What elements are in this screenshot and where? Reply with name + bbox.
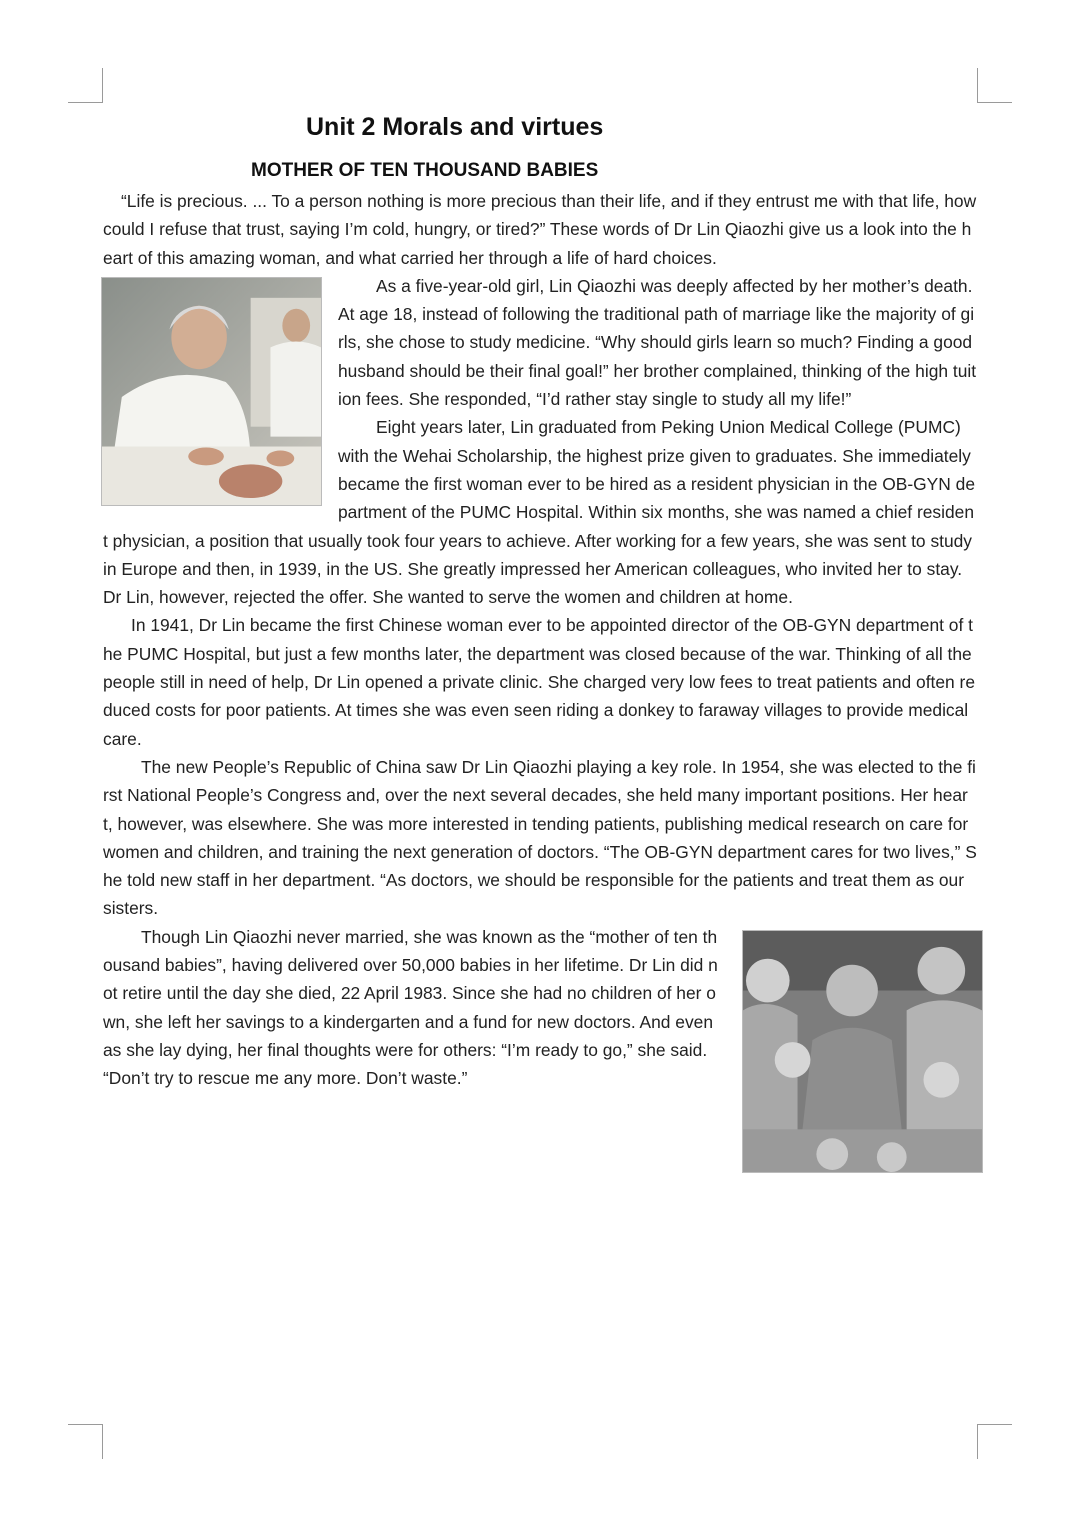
- paragraph-clinic: In 1941, Dr Lin became the first Chinese woman ever to be appointed director of the OB-GYN department of the PUMC Hospital, but just a few months later, the department was closed because of the war. Thinking of all the people still in need of help, Dr Lin opened a private clinic. She charged very low fees to treat patients and often reduced costs for poor patients. At times she was even seen riding a donkey to faraway villages to provide medical care.: [103, 615, 975, 749]
- photo-doctor-with-children: [742, 930, 983, 1173]
- paragraph-legacy: Though Lin Qiaozhi never married, she was known as the “mother of ten thousand babies”, having delivered over 50,000 babies in her lifetime. Dr Lin did not retire until the day she died, 22 April 1983. Since she had no children of her own, she left her savings to a kindergarten and a fund for new doctors. And even as she lay dying, her final thoughts were for others: “I’m ready to go,” she said. “Don’t try to rescue me any more. Don’t waste.”: [103, 926, 718, 1089]
- photo-doctor-with-newborns: [101, 277, 322, 506]
- crop-mark-bottom-right: [977, 1424, 1012, 1459]
- paragraph-childhood: As a five-year-old girl, Lin Qiaozhi was deeply affected by her mother’s death. At age 18, instead of following the traditional path of marriage like the majority of girls, she chose to study medicine. “Why should girls learn so much? Finding a good husband should be their final goal!” her brother complained, thinking of the high tuition fees. She responded, “I’d rather stay single to study all my life!”: [338, 275, 977, 410]
- unit-title: Unit 2 Morals and virtues: [306, 113, 604, 141]
- article-body: [103, 187, 977, 1173]
- photo-doctor-illustration: [102, 278, 321, 505]
- paragraph-republic: The new People’s Republic of China saw Dr Lin Qiaozhi playing a key role. In 1954, she was elected to the first National People’s Congress and, over the next several decades, she held many important positions. Her heart, however, was elsewhere. She was more interested in tending patients, publishing medical research on care for women and children, and training the next generation of doctors. “The OB-GYN department cares for two lives,” She told new staff in her department. “As doctors, we should be responsible for the patients and treat them as our sisters.: [103, 756, 977, 919]
- crop-mark-top-right: [977, 68, 1012, 103]
- crop-mark-bottom-left: [68, 1424, 103, 1459]
- paragraph-intro: “Life is precious. ... To a person nothing is more precious than their life, and if they entrust me with that life, how could I refuse that trust, saying I’m cold, hungry, or tired?” These words of Dr Lin Qiaozhi give us a look into the heart of this amazing woman, and what carried her through a life of hard choices.: [103, 191, 977, 268]
- photo-children-illustration: [743, 931, 982, 1172]
- paragraph-career: Eight years later, Lin graduated from Peking Union Medical College (PUMC) with the Wehai Scholarship, the highest prize given to graduates. She immediately became the first woman ever to be hired as a resident physician in the OB-GYN department of the PUMC Hospital. Within six months, she was named a chief resident physician, a position that usually took four years to achieve. After working for a few years, she was sent to study in Europe and then, in 1939, in the US. She greatly impressed her American colleagues, who invited her to stay. Dr Lin, however, rejected the offer. She wanted to serve the women and children at home.: [103, 417, 976, 608]
- crop-mark-top-left: [68, 68, 103, 103]
- article-title: MOTHER OF TEN THOUSAND BABIES: [251, 160, 599, 181]
